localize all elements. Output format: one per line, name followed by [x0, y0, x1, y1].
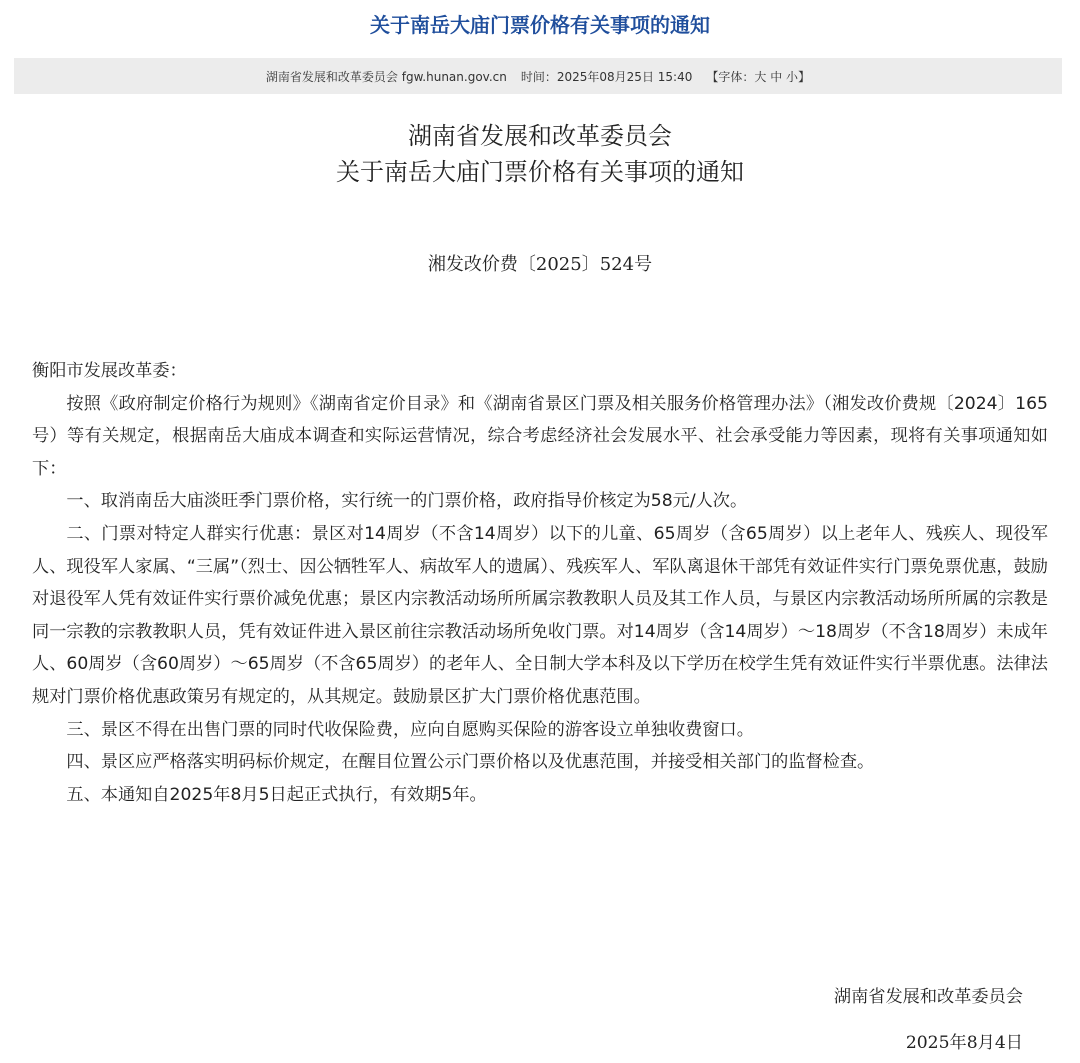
- intro-paragraph: 按照《政府制定价格行为规则》《湖南省定价目录》和《湖南省景区门票及相关服务价格管理办法》（湘发改价费规〔2024〕165号）等有关规定，根据南岳大庙成本调查和实际运营情况，综合考虑经济社会发展水平、社会承受能力等因素，现将有关事项通知如下：: [32, 393, 1048, 479]
- font-size-label-close: 】: [798, 69, 811, 84]
- font-size-small-button[interactable]: 小: [786, 69, 799, 84]
- document-issuer: 湖南省发展和改革委员会: [408, 122, 672, 150]
- item-1: 一、取消南岳大庙淡旺季门票价格，实行统一的门票价格，政府指导价核定为58元/人次。: [66, 491, 748, 512]
- meta-source: 湖南省发展和改革委员会 fgw.hunan.gov.cn: [265, 69, 507, 84]
- page-title: 关于南岳大庙门票价格有关事项的通知: [370, 13, 710, 37]
- meta-time-label: 时间：: [520, 69, 557, 84]
- font-size-large-button[interactable]: 大: [754, 69, 767, 84]
- document-title-text: 关于南岳大庙门票价格有关事项的通知: [336, 158, 744, 186]
- item-3: 三、景区不得在出售门票的同时代收保险费，应向自愿购买保险的游客设立单独收费窗口。: [66, 719, 754, 740]
- document-title: [0, 118, 1080, 190]
- signature-date: 2025年8月4日: [905, 1033, 1023, 1053]
- document-number: 湘发改价费〔2025〕524号: [427, 254, 653, 275]
- signature-org: 湖南省发展和改革委员会: [833, 987, 1023, 1007]
- meta-bar: [14, 58, 1062, 94]
- item-4: 四、景区应严格落实明码标价规定，在醒目位置公示门票价格以及优惠范围，并接受相关部门的监督检查。: [66, 752, 875, 773]
- document-body: [32, 355, 1048, 811]
- item-2: 二、门票对特定人群实行优惠：景区对14周岁（不含14周岁）以下的儿童、65周岁（含65周岁）以上老年人、残疾人、现役军人、现役军人家属、“三属”（烈士、因公牺牲军人、病故军人的遗属）、残疾军人、军队离退休干部凭有效证件实行门票免票优惠，鼓励对退役军人凭有效证件实行票价减免优惠；景区内宗教活动场所所属宗教教职人员及其工作人员，与景区内宗教活动场所所属的宗教是同一宗教的宗教教职人员，凭有效证件进入景区前往宗教活动场所免收门票。对14周岁（含14周岁）～18周岁（不含18周岁）未成年人、60周岁（含60周岁）～65周岁（不含65周岁）的老年人、全日制大学本科及以下学历在校学生凭有效证件实行半票优惠。法律法规对门票价格优惠政策另有规定的，从其规定。鼓励景区扩大门票价格优惠范围。: [32, 523, 1048, 707]
- item-5: 五、本通知自2025年8月5日起正式执行，有效期5年。: [66, 784, 487, 805]
- meta-time-value: 2025年08月25日 15:40: [556, 69, 693, 84]
- font-size-label-open: 【字体：: [706, 69, 755, 84]
- recipient: 衡阳市发展改革委：: [32, 361, 187, 381]
- font-size-medium-button[interactable]: 中: [770, 69, 783, 84]
